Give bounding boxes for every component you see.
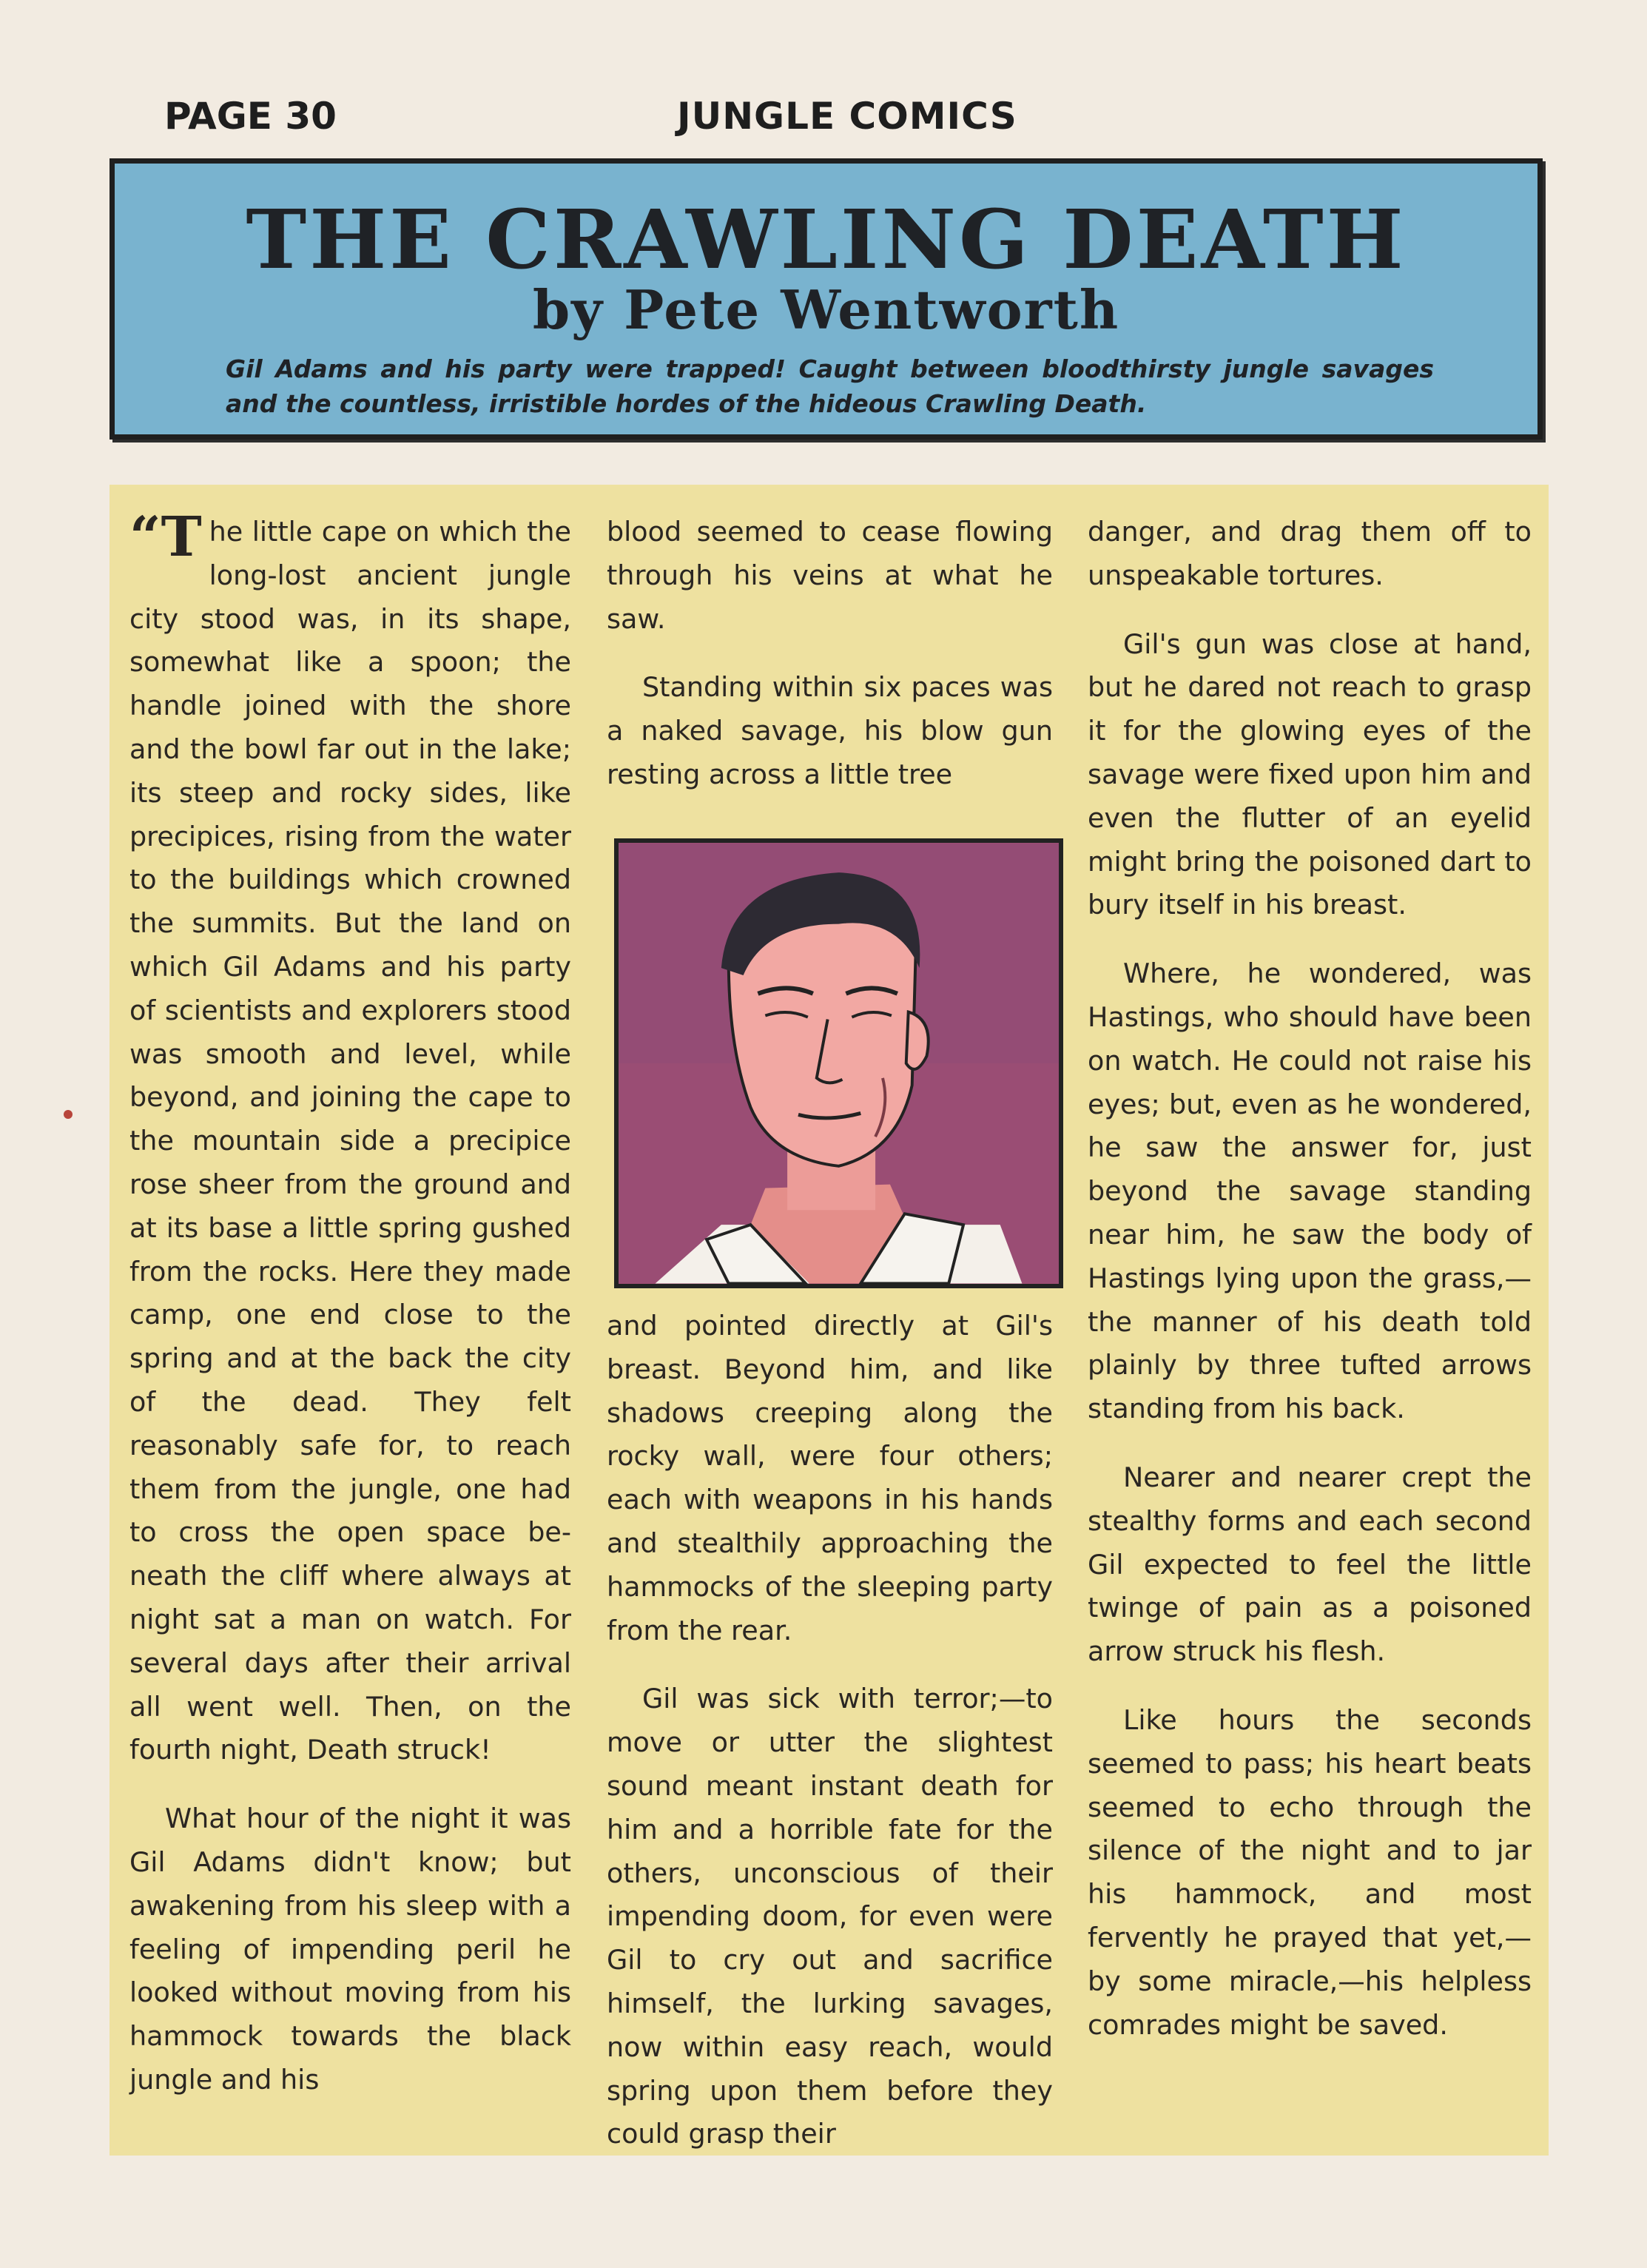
magazine-title: JUNGLE COMICS	[677, 95, 1017, 138]
margin-ink-spot	[64, 1110, 73, 1119]
article-column-1	[129, 505, 571, 2127]
paragraph: Gil was sick with terror;—to move or utter the slightest sound meant instant death for him and a horrible fate for the others, unconscious of their impending doom, for even were Gil to cry out and sacrifice himself, the lurking savages, now within easy reach, would spring upon them before they could grasp their	[607, 1683, 1053, 2150]
article-column-2-bottom	[607, 1305, 1053, 2181]
paragraph: Nearer and nearer crept the stealthy forms and each second Gil expected to feel the little twinge of pain as a poisoned arrow struck his flesh.	[1088, 1461, 1532, 1668]
paragraph: Like hours the seconds seemed to pass; his heart beats seemed to echo through the silence of the night and to jar his hammock, and most fervently he prayed that yet,—by some miracle,—his helpless comrades might be saved.	[1088, 1703, 1532, 2041]
story-title: THE CRAWLING DEATH	[246, 192, 1407, 287]
story-blurb: Gil Adams and his party were trapped! Caught between bloodthirsty jungle savages and the countless, irristible hordes of the hideous Crawling Death.	[226, 354, 1434, 418]
paragraph: and pointed directly at Gil's breast. Beyond him, and like shadows creeping along the rocky wall, were four others; each with weapons in his hands and stealthily approaching the hammocks of the sleeping party from the rear.	[607, 1310, 1053, 1646]
story-byline: by Pete Wentworth	[532, 278, 1120, 341]
drop-cap	[129, 505, 202, 569]
paragraph: danger, and drag them off to unspeakable tortures.	[1088, 516, 1532, 591]
story-title-box	[110, 158, 1543, 440]
page-number: PAGE 30	[164, 95, 337, 138]
article-column-2-top	[607, 511, 1053, 822]
paragraph: Gil's gun was close at hand, but he dared not reach to grasp it for the glowing eyes of the savage were fixed upon him and even the flutter of an eyelid might bring the poisoned dart to bury itself in his breast.	[1088, 627, 1532, 921]
drop-cap-quote: “	[129, 505, 161, 569]
drop-cap-letter: T	[161, 505, 202, 569]
paragraph: What hour of the night it was Gil Adams didn't know; but awakening from his sleep with a feeling of impending peril he looked without moving from his hammock towards the black jungle and his	[129, 1803, 571, 2096]
paragraph-text: he little cape on which the long-lost ancient jungle city stood was, in its shape, somewhat like a spoon; the handle joined with the shore and the bowl far out in the lake; its steep and rocky sides, like precipices, rising from the water to the buildings which crowned the summits. But the land on which Gil Adams and his party of scientists and explorers stood was smooth and level, while beyond, and joining the cape to the mountain side a precipice rose sheer from the ground and at its base a little spring gushed from the rocks. Here they made camp, one end close to the spring and at the back the city of the dead. They felt reasonably safe for, to reach them from the jungle, one had to cross the open space beneath the cliff where always at night sat a man on watch. For several days after their arrival all went well. Then, on the fourth night, Death struck!	[129, 516, 571, 1766]
portrait-illustration	[614, 838, 1063, 1288]
paragraph: Standing within six paces was a naked savage, his blow gun resting across a little tree	[607, 671, 1053, 790]
portrait-drawing	[619, 843, 1059, 1284]
paragraph: blood seemed to cease flowing through his veins at what he saw.	[607, 516, 1053, 635]
paragraph	[129, 505, 571, 1772]
paragraph: Where, he wondered, was Hastings, who should have been on watch. He could not raise his eyes; but, even as he wondered, he saw the answer for, just beyond the savage standing near him, he saw the body of Hastings lying upon the grass,—the manner of his death told plainly by three tufted arrows standing from his back.	[1088, 958, 1532, 1425]
article-column-3	[1088, 511, 1532, 2072]
